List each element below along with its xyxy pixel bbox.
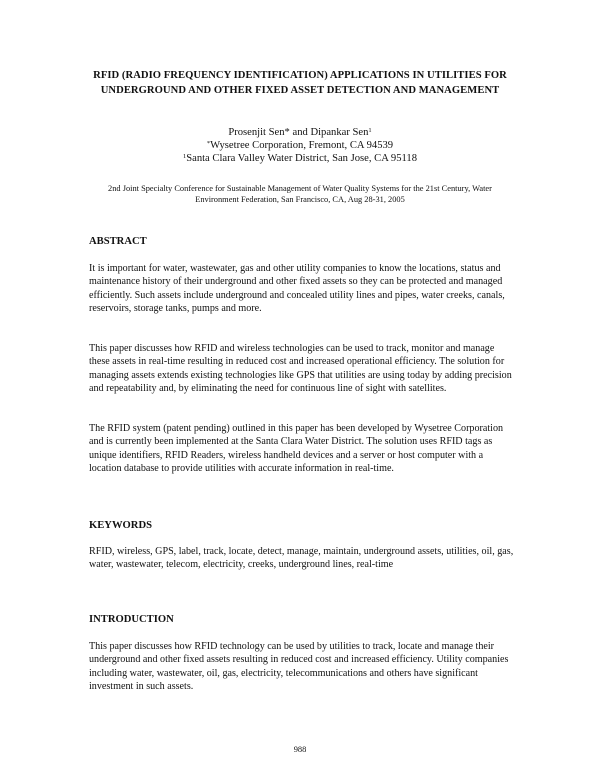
abstract-paragraph: This paper discusses how RFID and wireless technologies can be used to track, monitor and manage these assets in real-time resulting in reduced cost and increased operational efficiency. The solution for managing assets extends existing technologies like GPS that utilities are using today by adding precision and repeatability and, by eliminating the need for continuous line of sight with satellites. [89,343,512,395]
abstract-paragraph: The RFID system (patent pending) outlined in this paper has been developed by Wysetree Corporation and is currently been implemented at the Santa Clara Water District. The solution uses RFID tags as unique identifiers, RFID Readers, wireless handheld devices and a server or host computer with a location database to provide utilities with accurate information in real-time. [89,423,504,475]
author-conjunction: and [289,127,311,138]
author-name: Prosenjit Sen* [228,127,290,138]
keywords-heading: KEYWORDS [89,520,152,531]
introduction-heading: INTRODUCTION [89,614,174,625]
abstract-heading: ABSTRACT [89,236,147,247]
affiliation-marker: * [206,140,211,148]
affiliation-text: Wysetree Corporation, Fremont, CA 94539 [210,140,394,152]
paper-title: RFID (RADIO FREQUENCY IDENTIFICATION) APPLICATIONS IN UTILITIES FOR UNDERGROUND AND OTHER FIXED ASSET DETECTION AND MANAGEMENT [93,70,507,96]
author-block [100,126,500,166]
affiliation-line [100,152,500,165]
conference-note: 2nd Joint Specialty Conference for Sustainable Management of Water Quality Systems for the 21st Century, Water Environment Federation, San Francisco, CA, Aug 28-31, 2005 [108,184,492,204]
affiliation-marker: 1 [368,127,372,134]
affiliation-text: Santa Clara Valley Water District, San Jose, CA 95118 [186,153,418,165]
page-number: 988 [293,745,307,754]
affiliation-line [100,139,500,152]
keywords-text: RFID, wireless, GPS, label, track, locate, detect, manage, maintain, underground assets, utilities, oil, gas, water, wastewater, telecom, electricity, creeks, underground lines, real-time [89,546,514,571]
author-name: Dipankar Sen [310,127,369,138]
affiliation-marker: 1 [182,153,187,161]
author-line [100,126,500,139]
introduction-paragraph: This paper discusses how RFID technology can be used by utilities to track, locate and manage their underground and other fixed assets resulting in reduced cost and increased efficiency. Utility companies including water, wastewater, oil, gas, electricity, telecommunications and others have significant investment in such assets. [89,641,509,693]
abstract-paragraph: It is important for water, wastewater, gas and other utility companies to know the locations, status and maintenance history of their underground and other fixed assets so they can be protected and managed efficiently. Such assets include underground and concealed utility lines and pipes, water creeks, canals, reservoirs, storage tanks, pumps and more. [89,263,505,315]
